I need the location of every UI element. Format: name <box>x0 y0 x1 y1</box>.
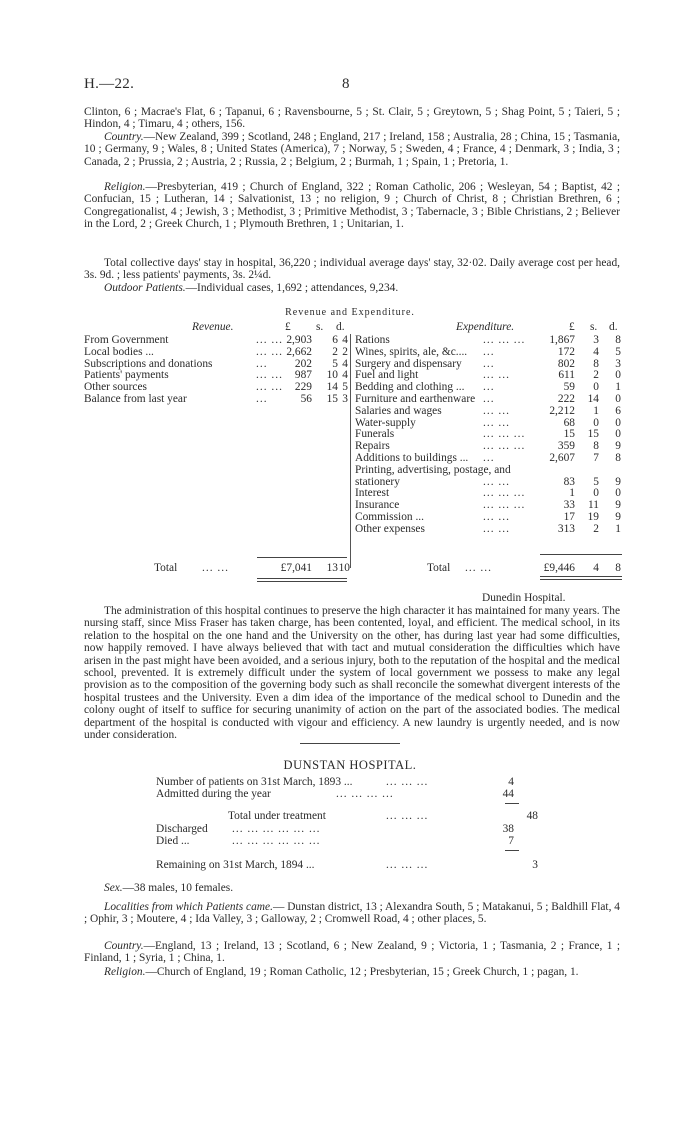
row-pence: 6 <box>615 404 621 417</box>
row-label: Balance from last year <box>84 392 187 405</box>
row-pounds: 229 <box>294 381 312 394</box>
row-shillings: 2 <box>593 369 599 382</box>
row-leader: ... ... <box>465 562 492 574</box>
administration-paragraph: The administration of this hospital continues to preserve the high character it has maintained for many years. The nursing staff, since Miss Fraser has taken charge, has been contented, loyal, and efficient. The medical school, in its relation to the hospital on the one hand and the University on the other, has during last year had some difficulties, now happily removed. I have always believed that with tact and mutual consideration the difficulties which have arisen in the past might have been avoided, and a serious injury, both to the reputation of the hospital and the medical school, prevented. It is extremely difficult under the system of local government we possess to make any legal provision as to the composition of the governing body such as shall reconcile the somewhat divergent interests of the hospital trustees and the University. Even a dim idea of the importance of the medical school to Dunedin and the colony ought of itself to suffice for securing unanimity of action on the part of the associated bodies. The medical department of the hospital is conducted with vigour and efficiency. A new laundry is urgently needed, and is now under consideration. <box>84 605 621 742</box>
revenue-shilling-head: s. <box>316 321 324 333</box>
row-shillings: 8 <box>593 440 599 453</box>
revenue-total-rule <box>257 557 347 558</box>
country-paragraph: Country.—New Zealand, 399 ; Scotland, 248 ; England, 217 ; Ireland, 158 ; Australia, 28 ; China, 15 ; Tasmania, 10 ; Germany, 9 ; Wales, 8 ; United States (America), 7 ; Norway, 5 ; Sweden, 4 ; France, 4 ; Denmark, 3 ; India, 3 ; Canada, 2 ; Prussia, 2 ; Austria, 2 ; Russia, 2 ; Belgium, 2 ; Burmah, 1 ; Spain, 1 ; Pretoria, 1. <box>84 131 620 168</box>
row-leader: ... ... ... <box>483 487 526 500</box>
row-leader: ... ... ... <box>483 428 526 441</box>
row-shillings: 1 <box>593 404 599 417</box>
row-pence: 0 <box>615 416 621 429</box>
revenue-total-row <box>84 563 348 575</box>
row-pence: 3 <box>342 392 348 405</box>
revenue-heading: Revenue. <box>192 321 234 333</box>
stat-admitted: Admitted during the year ... ... ... ... 44 <box>156 788 514 800</box>
table-row <box>355 563 623 575</box>
row-pounds: 68 <box>563 416 575 429</box>
row-pounds: 802 <box>557 357 575 370</box>
row-label: Funerals <box>355 428 395 441</box>
row-shillings: 0 <box>593 416 599 429</box>
row-leader: ... ... ... <box>483 499 526 512</box>
row-label: Other sources <box>84 381 147 394</box>
expenditure-total-rule <box>540 554 622 555</box>
row-label: Total <box>427 562 451 574</box>
row-shillings: 5 <box>332 357 338 370</box>
table-row <box>355 406 623 418</box>
row-label: Bedding and clothing ... <box>355 381 465 394</box>
row-leader: ... <box>483 451 495 464</box>
row-pence: 4 <box>342 369 348 382</box>
row-pence: 0 <box>615 369 621 382</box>
expenditure-shilling-head: s. <box>590 321 598 333</box>
row-leader: ... ... <box>256 334 283 346</box>
row-shillings: 8 <box>593 357 599 370</box>
sex-paragraph: Sex.—38 males, 10 females. <box>104 882 234 894</box>
row-pence: 0 <box>615 428 621 441</box>
table-row <box>84 347 348 359</box>
row-label: Interest <box>355 487 390 500</box>
row-pence: 0 <box>615 392 621 405</box>
row-label: Repairs <box>355 440 390 453</box>
row-pence: 1 <box>615 522 621 535</box>
row-pence: 8 <box>615 451 621 464</box>
revenue-total-underline <box>257 578 347 579</box>
row-shillings: 15 <box>587 428 599 441</box>
revenue-pence-head: d. <box>336 321 345 333</box>
row-pounds: 83 <box>563 475 575 488</box>
row-label: Other expenses <box>355 522 425 535</box>
row-label: Patients' payments <box>84 369 169 382</box>
row-pounds: 987 <box>294 369 312 382</box>
subtotal-rule <box>505 803 519 804</box>
report-reference: H.—22. <box>84 76 135 92</box>
stat-patients-start: Number of patients on 31st March, 1893 ... ... ... ... 4 <box>156 776 514 788</box>
row-pounds: 15 <box>563 428 575 441</box>
section-rule <box>300 743 400 744</box>
row-shillings: 15 <box>326 392 338 405</box>
row-label: Printing, advertising, postage, and <box>355 463 511 476</box>
row-pounds: £9,446 <box>543 562 575 574</box>
row-pounds: 202 <box>294 357 312 370</box>
stat-discharged: Discharged ... ... ... ... ... ... 38 <box>156 823 514 835</box>
expenditure-heading: Expenditure. <box>456 321 515 333</box>
religion-paragraph: Religion.—Presbyterian, 419 ; Church of England, 322 ; Roman Catholic, 206 ; Wesleyan, 54 ; Baptist, 42 ; Confucian, 15 ; Lutheran, 14 ; Salvationist, 13 ; no religion, 9 ; Church of Christ, 8 ; Christian Brethren, 6 ; Congregationalist, 4 ; Jewish, 3 ; Methodist, 3 ; Primitive Methodist, 3 ; Tabernacle, 3 ; Bible Christians, 2 ; Believer in the Lord, 2 ; Greek Church, 1 ; Plymouth Brethren, 1 ; Unitarian, 1. <box>84 181 620 231</box>
row-pounds: 2,212 <box>549 404 575 417</box>
row-leader: ... ... <box>256 381 283 394</box>
row-pence: 4 <box>342 334 348 346</box>
row-label: Rations <box>355 334 390 346</box>
row-pence: 10 <box>338 562 350 574</box>
row-leader: ... <box>483 357 495 370</box>
row-pence: 8 <box>615 334 621 346</box>
row-label: From Government <box>84 334 169 346</box>
row-pence: 9 <box>615 499 621 512</box>
row-pounds: 2,662 <box>286 345 312 358</box>
revenue-expenditure-title: Revenue and Expenditure. <box>285 307 415 318</box>
page-number: 8 <box>342 76 350 92</box>
row-label: Commission ... <box>355 510 424 523</box>
row-leader: ... ... <box>483 522 510 535</box>
row-shillings: 13 <box>326 562 338 574</box>
row-leader: ... ... <box>483 416 510 429</box>
row-shillings: 14 <box>326 381 338 394</box>
expenditure-total-row <box>355 563 623 575</box>
row-label: Wines, spirits, ale, &c.... <box>355 345 468 358</box>
table-row <box>355 347 623 359</box>
row-leader: ... ... ... <box>483 440 526 453</box>
row-pounds: 313 <box>557 522 575 535</box>
row-shillings: 11 <box>588 499 599 512</box>
row-leader: ... ... <box>483 475 510 488</box>
row-pence: 2 <box>342 345 348 358</box>
row-pounds: 1,867 <box>549 334 575 346</box>
row-leader: ... ... <box>483 404 510 417</box>
row-leader: ... <box>256 392 268 405</box>
row-label: Insurance <box>355 499 400 512</box>
row-shillings: 19 <box>587 510 599 523</box>
row-shillings: 4 <box>593 562 599 574</box>
stat-died: Died ... ... ... ... ... ... ... 7 <box>156 835 514 847</box>
remaining-rule <box>505 850 519 851</box>
table-row <box>355 512 623 524</box>
table-row <box>355 394 623 406</box>
stat-total-under-treatment: Total under treatment ... ... ... 48 <box>228 810 538 822</box>
row-label: Salaries and wages <box>355 404 442 417</box>
row-label: Furniture and earthenware <box>355 392 476 405</box>
dunstan-hospital-title: DUNSTAN HOSPITAL. <box>283 758 417 772</box>
row-label: Water-supply <box>355 416 416 429</box>
row-label: Local bodies ... <box>84 345 154 358</box>
row-pence: 0 <box>615 487 621 500</box>
localities-continued: Clinton, 6 ; Macrae's Flat, 6 ; Tapanui, 6 ; Ravensbourne, 5 ; St. Clair, 5 ; Greytown, 5 ; Shag Point, 5 ; Taieri, 5 ; Hindon, 4 ; Timaru, 4 ; others, 156. <box>84 106 620 131</box>
row-leader: ... ... <box>483 510 510 523</box>
row-shillings: 7 <box>593 451 599 464</box>
row-label: Subscriptions and donations <box>84 357 213 370</box>
revenue-total-double-underline <box>257 581 347 582</box>
row-leader: ... ... <box>202 562 229 574</box>
row-pounds: 172 <box>557 345 575 358</box>
row-pounds: £7,041 <box>280 562 312 574</box>
row-leader: ... ... <box>256 345 283 358</box>
row-pounds: 56 <box>300 392 312 405</box>
expenditure-table <box>355 335 623 536</box>
stay-paragraph: Total collective days' stay in hospital, 36,220 ; individual average days' stay, 32·02. Daily average cost per head, 3s. 9d. ; less patients' payments, 3s. 2¼d. <box>84 257 620 282</box>
stat-remaining: Remaining on 31st March, 1894 ... ... ... ... 3 <box>156 859 538 871</box>
column-divider <box>350 334 351 568</box>
row-leader: ... <box>483 345 495 358</box>
row-pounds: 33 <box>563 499 575 512</box>
row-leader: ... <box>483 381 495 394</box>
row-pence: 9 <box>615 510 621 523</box>
row-label: Fuel and light <box>355 369 419 382</box>
row-leader: ... ... <box>256 369 283 382</box>
row-pence: 5 <box>342 381 348 394</box>
row-label: Total <box>154 562 178 574</box>
expenditure-pound-head: £ <box>569 321 575 333</box>
row-pounds: 17 <box>563 510 575 523</box>
table-row <box>355 524 623 536</box>
row-pence: 8 <box>615 562 621 574</box>
row-pence: 3 <box>615 357 621 370</box>
row-shillings: 10 <box>326 369 338 382</box>
dunstan-country-paragraph: Country.—England, 13 ; Ireland, 13 ; Scotland, 6 ; New Zealand, 9 ; Victoria, 1 ; Tasmania, 2 ; France, 1 ; Finland, 1 ; Syria, 1 ; China, 1. <box>84 940 620 965</box>
row-pence: 9 <box>615 440 621 453</box>
row-leader: ... <box>483 392 495 405</box>
row-label: stationery <box>355 475 400 488</box>
row-label: Surgery and dispensary <box>355 357 462 370</box>
row-pounds: 1 <box>569 487 575 500</box>
table-row <box>355 465 623 477</box>
expenditure-total-underline <box>540 576 622 577</box>
row-shillings: 0 <box>593 487 599 500</box>
localities-paragraph: Localities from which Patients came.— Dunstan district, 13 ; Alexandra South, 5 ; Matakanui, 5 ; Baldhill Flat, 4 ; Ophir, 3 ; Moutere, 4 ; Ida Valley, 3 ; Galloway, 2 ; Cromwell Road, 4 ; other places, 5. <box>84 901 620 926</box>
table-row <box>355 453 623 465</box>
dunstan-religion-paragraph: Religion.—Church of England, 19 ; Roman Catholic, 12 ; Presbyterian, 15 ; Greek Church, 1 ; pagan, 1. <box>104 966 579 978</box>
revenue-pound-head: £ <box>285 321 291 333</box>
row-pounds: 2,903 <box>286 334 312 346</box>
row-pence: 4 <box>342 357 348 370</box>
expenditure-pence-head: d. <box>609 321 618 333</box>
row-leader: ... <box>256 357 268 370</box>
outdoor-paragraph: Outdoor Patients.—Individual cases, 1,692 ; attendances, 9,234. <box>104 282 399 294</box>
row-leader: ... ... <box>483 369 510 382</box>
row-pence: 1 <box>615 381 621 394</box>
row-shillings: 2 <box>332 345 338 358</box>
expenditure-total-double-underline <box>540 579 622 580</box>
row-shillings: 3 <box>593 334 599 346</box>
row-pounds: 611 <box>558 369 575 382</box>
row-pounds: 359 <box>557 440 575 453</box>
row-shillings: 5 <box>593 475 599 488</box>
table-row <box>84 563 348 575</box>
row-pounds: 222 <box>557 392 575 405</box>
row-leader: ... ... ... <box>483 334 526 346</box>
row-pounds: 59 <box>563 381 575 394</box>
row-shillings: 6 <box>332 334 338 346</box>
revenue-table <box>84 335 348 406</box>
row-shillings: 2 <box>593 522 599 535</box>
row-label: Additions to buildings ... <box>355 451 469 464</box>
row-shillings: 14 <box>587 392 599 405</box>
table-row <box>84 394 348 406</box>
row-shillings: 4 <box>593 345 599 358</box>
row-pounds: 2,607 <box>549 451 575 464</box>
dunedin-signature: Dunedin Hospital. <box>482 592 566 604</box>
row-pence: 5 <box>615 345 621 358</box>
row-pence: 9 <box>615 475 621 488</box>
row-shillings: 0 <box>593 381 599 394</box>
